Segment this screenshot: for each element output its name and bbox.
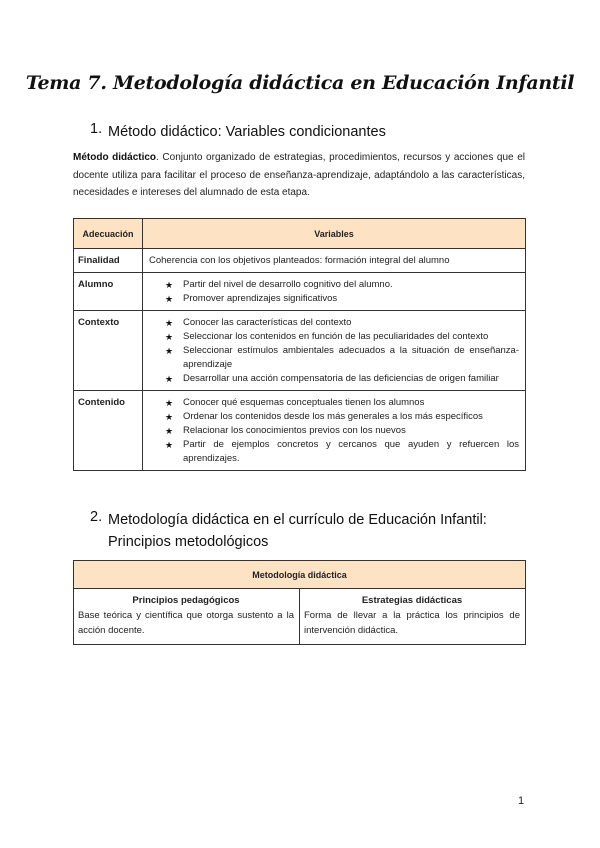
table-row	[74, 391, 526, 471]
section-1-title: Método didáctico: Variables condicionantes	[108, 124, 386, 140]
list-item-text: Conocer qué esquemas conceptuales tienen los alumnos	[183, 397, 425, 408]
list-item	[165, 372, 519, 386]
variables-table	[73, 218, 526, 471]
row-label: Contenido	[74, 391, 143, 471]
estrategias-cell	[300, 589, 526, 645]
star-icon: ★	[165, 280, 174, 290]
list-item-text: Conocer las características del contexto	[183, 317, 352, 328]
list-item	[165, 330, 519, 344]
list-item-text: Seleccionar estímulos ambientales adecuados a la situación de enseñanza-aprendizaje	[183, 345, 519, 370]
list-item-text: Promover aprendizajes significativos	[183, 293, 338, 304]
header-metodologia: Metodología didáctica	[74, 561, 526, 589]
list-item	[165, 396, 519, 410]
section-1-number: 1.	[90, 121, 103, 137]
page-title: Tema 7. Metodología didáctica en Educación Infantil	[25, 72, 575, 94]
row-list-cell	[143, 391, 526, 471]
list-item	[165, 316, 519, 330]
page-number: 1	[518, 795, 525, 807]
bullet-list	[151, 316, 519, 386]
list-item-text: Partir de ejemplos concretos y cercanos que ayuden y refuercen los aprendizajes.	[183, 439, 519, 464]
principios-text: Base teórica y científica que otorga sustento a la acción docente.	[78, 610, 294, 636]
list-item	[165, 344, 519, 372]
section-2-number: 2.	[90, 509, 103, 525]
list-item-text: Ordenar los contenidos desde los más generales a los más específicos	[183, 411, 483, 422]
list-item	[165, 292, 519, 306]
list-item-text: Desarrollar una acción compensatoria de las deficiencias de origen familiar	[183, 373, 499, 384]
row-text: Coherencia con los objetivos planteados: formación integral del alumno	[143, 249, 526, 273]
star-icon: ★	[165, 332, 174, 342]
table-row	[74, 249, 526, 273]
section-2-title-line2: Principios metodológicos	[108, 534, 269, 550]
table-row	[74, 311, 526, 391]
star-icon: ★	[165, 374, 174, 384]
star-icon: ★	[165, 440, 174, 450]
table-row	[74, 273, 526, 311]
section-2-heading	[90, 509, 530, 553]
section-2-title-line1: Metodología didáctica en el currículo de Educación Infantil:	[108, 512, 487, 528]
estrategias-text: Forma de llevar a la práctica los principios de intervención didáctica.	[304, 610, 520, 636]
table-header-row	[74, 561, 526, 589]
methodology-table	[73, 560, 526, 645]
list-item-text: Partir del nivel de desarrollo cognitivo del alumno.	[183, 279, 393, 290]
star-icon: ★	[165, 398, 174, 408]
row-list-cell	[143, 311, 526, 391]
star-icon: ★	[165, 294, 174, 304]
principios-title: Principios pedagógicos	[132, 595, 240, 606]
star-icon: ★	[165, 318, 174, 328]
star-icon: ★	[165, 426, 174, 436]
header-adecuacion: Adecuación	[74, 219, 143, 249]
row-list-cell	[143, 273, 526, 311]
bullet-list	[151, 396, 519, 466]
table-header-row	[74, 219, 526, 249]
row-label: Alumno	[74, 273, 143, 311]
list-item	[165, 410, 519, 424]
row-label: Finalidad	[74, 249, 143, 273]
section-1-heading	[90, 121, 386, 143]
intro-term: Método didáctico	[73, 152, 157, 163]
list-item	[165, 424, 519, 438]
list-item-text: Relacionar los conocimientos previos con los nuevos	[183, 425, 406, 436]
list-item-text: Seleccionar los contenidos en función de las peculiaridades del contexto	[183, 331, 489, 342]
section-1-intro	[73, 149, 525, 202]
estrategias-title: Estrategias didácticas	[361, 595, 463, 606]
row-label: Contexto	[74, 311, 143, 391]
star-icon: ★	[165, 412, 174, 422]
principios-cell	[74, 589, 300, 645]
header-variables: Variables	[143, 219, 526, 249]
bullet-list	[151, 278, 519, 306]
list-item	[165, 438, 519, 466]
intro-text: . Conjunto organizado de estrategias, procedimientos, recursos y acciones que el docente utiliza para facilitar el proceso de enseñanza-aprendizaje, adaptándolo a las características, necesidades e intereses del alumnado de esta etapa.	[73, 152, 525, 198]
star-icon: ★	[165, 346, 174, 356]
list-item	[165, 278, 519, 292]
table-row	[74, 589, 526, 645]
